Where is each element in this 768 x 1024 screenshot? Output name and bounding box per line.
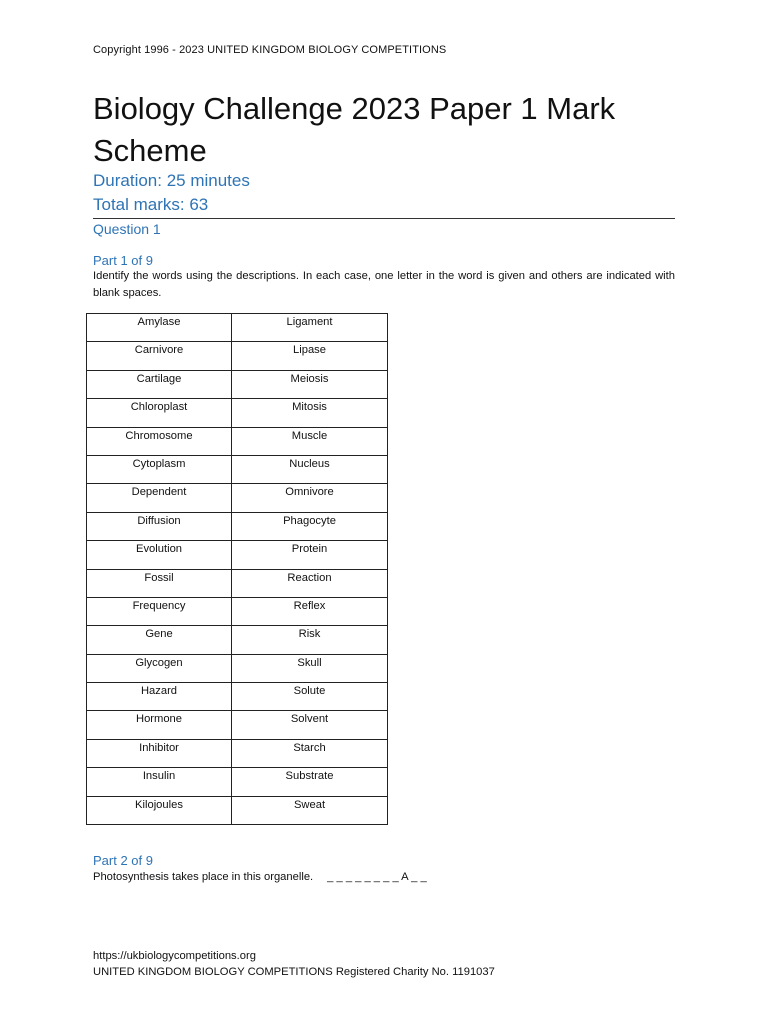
total-marks-text: Total marks: 63 (93, 195, 209, 214)
table-cell (87, 597, 232, 625)
answer-word: Reflex (293, 599, 326, 612)
table-cell (232, 796, 388, 824)
answer-word: Skull (297, 656, 322, 669)
table-row (87, 427, 388, 455)
table-cell (232, 654, 388, 682)
table-cell (232, 427, 388, 455)
answer-word: Carnivore (134, 344, 184, 357)
table-cell (87, 427, 232, 455)
table-row (87, 455, 388, 483)
table-row (87, 512, 388, 540)
table-row (87, 314, 388, 342)
table-cell (87, 654, 232, 682)
answer-word: Nucleus (289, 457, 330, 470)
table-row (87, 654, 388, 682)
table-cell (232, 342, 388, 370)
table-row (87, 342, 388, 370)
answer-word: Ligament (286, 316, 333, 328)
answer-word: Inhibitor (139, 741, 179, 754)
table-cell (232, 484, 388, 512)
answer-word: Chloroplast (130, 401, 188, 414)
answer-word: Dependent (131, 486, 187, 499)
table-cell (87, 370, 232, 398)
answer-word: Omnivore (285, 486, 334, 499)
answer-word: Meiosis (290, 372, 329, 385)
part-1-instructions: Identify the words using the descriptions. In each case, one letter in the word is given and others are indicated with blank spaces. (93, 270, 675, 299)
answer-word: Solvent (290, 713, 329, 726)
answer-word: Cytoplasm (132, 457, 186, 470)
answer-word: Frequency (132, 599, 186, 612)
answer-words-table (86, 313, 388, 825)
answer-word: Muscle (291, 429, 328, 442)
answer-word: Hormone (135, 713, 182, 726)
table-cell (87, 739, 232, 767)
table-cell (232, 569, 388, 597)
table-cell (87, 399, 232, 427)
footer-charity: UNITED KINGDOM BIOLOGY COMPETITIONS Registered Charity No. 1191037 (93, 966, 495, 978)
table-row (87, 370, 388, 398)
table-cell (87, 484, 232, 512)
table-row (87, 683, 388, 711)
table-cell (232, 626, 388, 654)
part-2-question-text: Photosynthesis takes place in this organelle. (93, 871, 314, 883)
question-heading: Question 1 (93, 221, 161, 237)
page-title: Biology Challenge 2023 Paper 1 Mark Scheme (93, 91, 616, 168)
table-row (87, 739, 388, 767)
answer-word: Chromosome (125, 429, 193, 442)
part-2-answer-blanks: _ _ _ _ _ _ _ _ A _ _ (327, 871, 427, 883)
table-row (87, 626, 388, 654)
table-row (87, 711, 388, 739)
heading-divider (93, 218, 675, 219)
table-cell (232, 455, 388, 483)
table-cell (232, 768, 388, 796)
answer-word: Reaction (287, 571, 332, 584)
table-cell (232, 314, 388, 342)
table-cell (87, 541, 232, 569)
table-cell (87, 796, 232, 824)
table-cell (87, 683, 232, 711)
table-cell (87, 626, 232, 654)
answer-word: Amylase (137, 316, 181, 328)
answer-word: Protein (291, 543, 328, 556)
answer-word: Substrate (285, 770, 334, 783)
answer-word: Diffusion (137, 514, 181, 527)
table-cell (87, 768, 232, 796)
answer-word: Lipase (293, 344, 326, 357)
table-cell (232, 683, 388, 711)
answer-word: Phagocyte (283, 514, 336, 527)
table-cell (232, 399, 388, 427)
table-cell (232, 597, 388, 625)
table-cell (232, 739, 388, 767)
answer-word: Insulin (142, 770, 176, 783)
answer-word: Sweat (293, 798, 326, 811)
table-row (87, 569, 388, 597)
answer-word: Starch (293, 741, 326, 754)
table-cell (87, 569, 232, 597)
table-row (87, 541, 388, 569)
part-1-heading: Part 1 of 9 (93, 253, 153, 268)
answer-word: Glycogen (135, 656, 183, 669)
answer-word: Solute (293, 685, 326, 698)
answer-word: Kilojoules (135, 798, 183, 811)
answer-word: Evolution (135, 543, 183, 556)
table-cell (87, 455, 232, 483)
table-cell (232, 512, 388, 540)
table-row (87, 484, 388, 512)
table-row (87, 768, 388, 796)
table-cell (232, 370, 388, 398)
answer-word: Gene (145, 628, 173, 641)
answer-word: Fossil (144, 571, 174, 584)
table-cell (87, 711, 232, 739)
footer-url: https://ukbiologycompetitions.org (93, 950, 256, 962)
duration-text: Duration: 25 minutes (93, 171, 250, 190)
table-row (87, 399, 388, 427)
answer-word: Mitosis (292, 401, 327, 414)
answer-word: Risk (298, 628, 321, 641)
table-row (87, 597, 388, 625)
copyright-line: Copyright 1996 - 2023 UNITED KINGDOM BIOLOGY COMPETITIONS (93, 44, 447, 56)
table-cell (87, 342, 232, 370)
table-cell (87, 512, 232, 540)
table-cell (232, 711, 388, 739)
part-2-heading: Part 2 of 9 (93, 853, 153, 868)
table-cell (232, 541, 388, 569)
table-cell (87, 314, 232, 342)
part-2-question (93, 871, 427, 883)
table-row (87, 796, 388, 824)
answer-word: Cartilage (136, 372, 182, 385)
answer-word: Hazard (140, 685, 178, 698)
